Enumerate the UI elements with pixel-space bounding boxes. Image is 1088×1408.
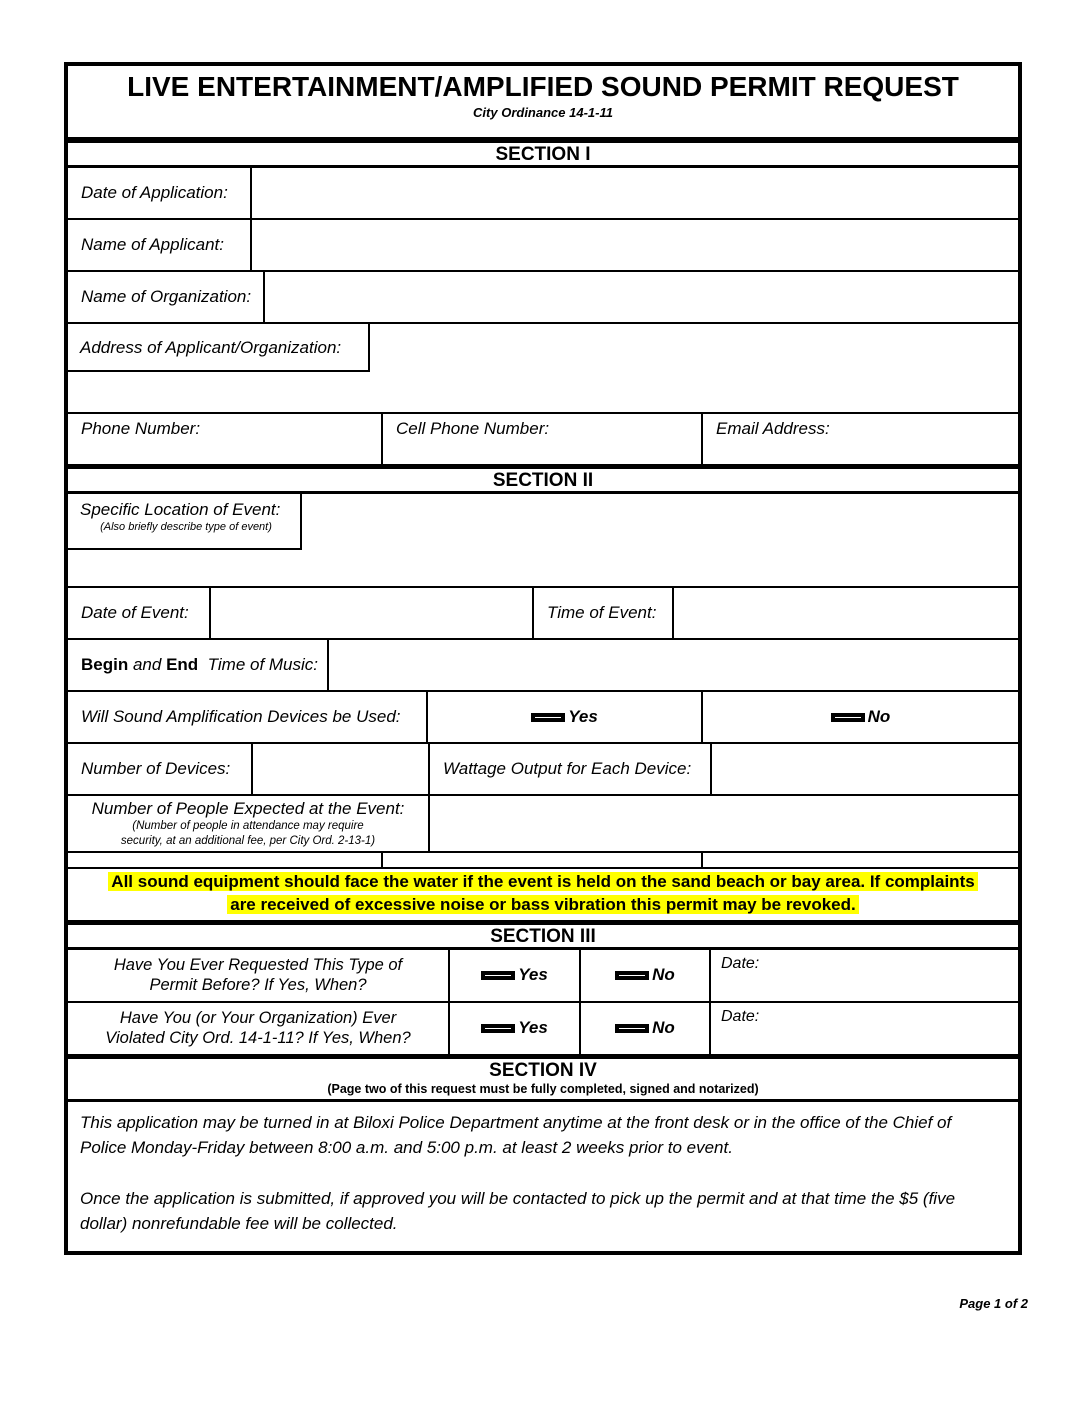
spacer-row — [68, 853, 1018, 869]
music-time-input[interactable] — [329, 640, 1018, 690]
violation-no-checkbox[interactable] — [615, 1024, 649, 1033]
event-location-input[interactable] — [68, 494, 1018, 586]
music-time-label — [68, 640, 329, 690]
instructions-paragraph-1: This application may be turned in at Biloxi Police Department anytime at the front desk or in the office of the Chief of Police Monday-Friday between 8:00 a.m. and 5:00 p.m. at least 2 weeks prior to event. — [80, 1112, 952, 1158]
name-of-applicant-input[interactable] — [252, 220, 1018, 270]
violation-row — [68, 1003, 1018, 1056]
violation-date-label[interactable]: Date: — [721, 1007, 760, 1025]
permit-before-date-label[interactable]: Date: — [721, 954, 760, 972]
permit-before-yes-option — [450, 950, 581, 1001]
date-of-event-input[interactable] — [211, 588, 534, 638]
violation-yes-checkbox[interactable] — [481, 1024, 515, 1033]
section-1-header: SECTION I — [68, 140, 1018, 168]
violation-no-label: No — [652, 1018, 675, 1038]
time-of-event-input[interactable] — [674, 588, 1018, 638]
date-of-event-label: Date of Event: — [68, 588, 211, 638]
address-label: Address of Applicant/Organization: — [68, 324, 370, 372]
violation-question-line1: Have You (or Your Organization) Ever — [119, 1008, 397, 1027]
music-time-row — [68, 640, 1018, 692]
violation-question — [68, 1003, 450, 1054]
spacer-cell-2 — [383, 853, 703, 867]
violation-question-line2: Violated City Ord. 14-1-11? If Yes, When? — [105, 1029, 411, 1048]
email-address-label: Email Address: — [716, 419, 830, 438]
section-3-header: SECTION III — [68, 922, 1018, 950]
amplification-yes-label: Yes — [568, 707, 598, 726]
people-expected-label — [68, 796, 430, 851]
permit-before-no-option — [581, 950, 711, 1001]
violation-no-option — [581, 1003, 711, 1054]
name-of-organization-input[interactable] — [265, 272, 1018, 322]
sound-warning-line2: are received of excessive noise or bass vibration this permit may be revoked. — [227, 895, 859, 914]
permit-request-form — [64, 62, 1022, 1255]
permit-before-question-line1: Have You Ever Requested This Type of — [113, 955, 403, 974]
section-2-header: SECTION II — [68, 466, 1018, 494]
music-begin-text: Begin — [81, 655, 129, 674]
time-of-event-label: Time of Event: — [534, 588, 674, 638]
name-of-organization-label: Name of Organization: — [68, 272, 265, 322]
people-expected-input[interactable] — [430, 796, 1018, 851]
sound-warning-line1: All sound equipment should face the water if the event is held on the sand beach or bay area. If complaints — [108, 872, 977, 891]
amplification-no-option — [703, 692, 1018, 742]
event-location-row — [68, 494, 1018, 588]
phone-row — [68, 414, 1018, 466]
page-indicator: Page 1 of 2 — [959, 1296, 1028, 1311]
instructions-paragraph-2: Once the application is submitted, if approved you will be contacted to pick up the permit and at that time the $5 (five dollar) nonrefundable fee will be collected. — [80, 1188, 956, 1234]
event-location-note: (Also briefly describe type of event) — [100, 521, 272, 533]
people-expected-note-line1: (Number of people in attendance may require — [132, 820, 364, 833]
permit-before-no-label: No — [652, 965, 675, 985]
name-of-applicant-row — [68, 220, 1018, 272]
spacer-cell-1 — [68, 853, 383, 867]
permit-before-question — [68, 950, 450, 1001]
people-expected-note-line2: security, at an additional fee, per City Ord. 2-13-1) — [120, 834, 376, 847]
number-of-devices-input[interactable] — [253, 744, 430, 794]
sound-warning-banner — [68, 869, 1018, 922]
cell-phone-number-label: Cell Phone Number: — [383, 414, 703, 464]
people-expected-row — [68, 796, 1018, 853]
permit-before-yes-checkbox[interactable] — [481, 971, 515, 980]
form-subtitle: City Ordinance 14-1-11 — [473, 104, 613, 120]
music-end-text: End — [166, 655, 199, 674]
music-and-text: and — [132, 655, 162, 674]
event-date-time-row — [68, 588, 1018, 640]
event-location-label-text: Specific Location of Event: — [80, 500, 281, 519]
amplification-yes-checkbox[interactable] — [531, 713, 565, 722]
wattage-label: Wattage Output for Each Device: — [430, 744, 712, 794]
date-of-application-label: Date of Application: — [68, 168, 252, 218]
amplification-yes-option — [428, 692, 703, 742]
permit-before-row — [68, 950, 1018, 1003]
section-4-header — [68, 1056, 1018, 1102]
spacer-cell-3 — [703, 853, 1018, 867]
name-of-applicant-label: Name of Applicant: — [68, 220, 252, 270]
name-of-organization-row — [68, 272, 1018, 324]
address-input[interactable] — [68, 324, 1018, 412]
devices-row — [68, 744, 1018, 796]
instructions-box — [68, 1102, 1018, 1251]
form-title: LIVE ENTERTAINMENT/AMPLIFIED SOUND PERMIT REQUEST — [127, 71, 959, 102]
amplification-label: Will Sound Amplification Devices be Used: — [68, 692, 428, 742]
date-of-application-row — [68, 168, 1018, 220]
violation-yes-label: Yes — [518, 1018, 548, 1038]
amplification-row — [68, 692, 1018, 744]
music-rest-text: Time of Music: — [207, 655, 319, 674]
wattage-input[interactable] — [712, 744, 1018, 794]
permit-before-question-line2: Permit Before? If Yes, When? — [149, 976, 367, 995]
permit-before-no-checkbox[interactable] — [615, 971, 649, 980]
violation-yes-option — [450, 1003, 581, 1054]
people-expected-label-text: Number of People Expected at the Event: — [91, 799, 405, 819]
amplification-no-checkbox[interactable] — [831, 713, 865, 722]
address-row — [68, 324, 1018, 414]
form-header — [68, 66, 1018, 140]
phone-number-label: Phone Number: — [68, 414, 383, 464]
amplification-no-label: No — [867, 707, 891, 726]
permit-before-yes-label: Yes — [518, 965, 548, 985]
section-4-note: (Page two of this request must be fully completed, signed and notarized) — [327, 1081, 759, 1096]
date-of-application-input[interactable] — [252, 168, 1018, 218]
section-4-title: SECTION IV — [489, 1059, 597, 1081]
number-of-devices-label: Number of Devices: — [68, 744, 253, 794]
